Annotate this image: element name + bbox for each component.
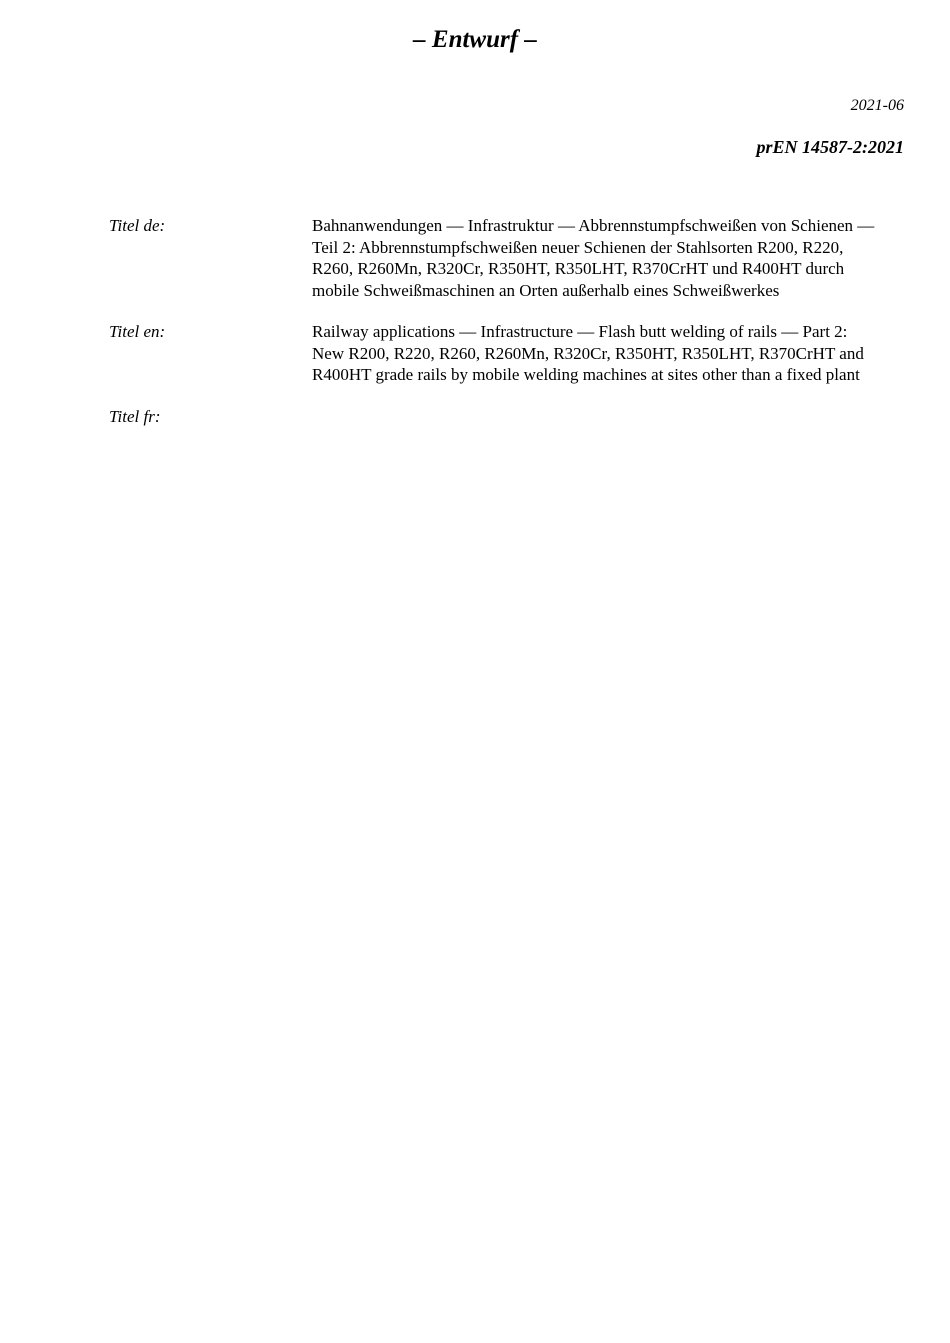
title-text-fr bbox=[312, 406, 882, 428]
title-label-fr: Titel fr: bbox=[109, 406, 161, 426]
title-label-de: Titel de: bbox=[109, 216, 166, 235]
title-text-en: Railway applications — Infrastructure — Flash butt welding of rails — Part 2: New R200, R220, R260, R260Mn, R320Cr, R350HT, R350LHT, R370CrHT and R400HT grade rails by mobile welding machines at sites other than a fixed plant bbox=[312, 322, 864, 384]
title-block bbox=[109, 215, 904, 447]
document-number: prEN 14587-2:2021 bbox=[756, 137, 904, 157]
title-row-de bbox=[109, 215, 904, 301]
draft-heading: – Entwurf – bbox=[413, 26, 537, 53]
title-row-fr bbox=[109, 406, 904, 428]
title-row-en bbox=[109, 321, 904, 386]
document-date: 2021-06 bbox=[850, 97, 904, 114]
title-text-de: Bahnanwendungen — Infrastruktur — Abbrennstumpfschweißen von Schienen — Teil 2: Abbrennstumpfschweißen neuer Schienen der Stahlsorten R200, R220, R260, R260Mn, R320Cr, R350HT, R350LHT, R370CrHT und R400HT durch mobile Schweißmaschinen an Orten außerhalb eines Schweißwerkes bbox=[312, 216, 875, 300]
title-label-en: Titel en: bbox=[109, 322, 166, 341]
